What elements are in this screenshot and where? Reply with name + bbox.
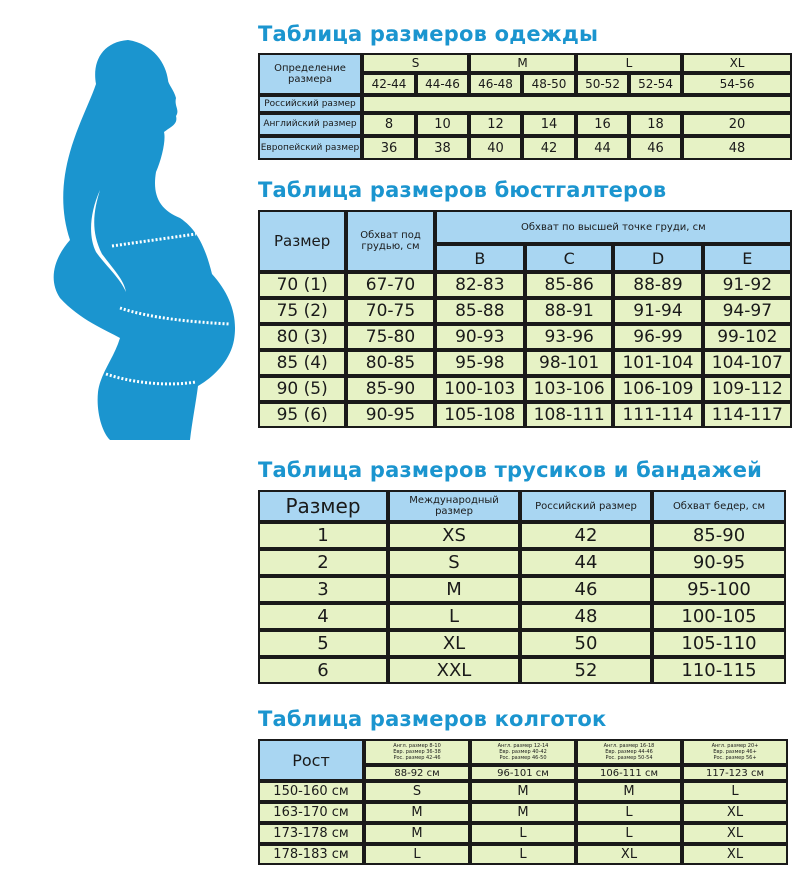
table-cell: M: [388, 576, 520, 603]
table-cell: 42: [520, 522, 652, 549]
table-cell: 67-70: [346, 272, 434, 298]
table-row: [258, 522, 786, 549]
table-cell: XL: [682, 802, 788, 823]
table-cell: 10: [416, 113, 469, 136]
table-cell: 38: [416, 136, 469, 160]
tights-table-title: Таблица размеров колготок: [258, 707, 607, 731]
table-cell: 94-97: [703, 298, 792, 324]
table-cell: 20: [682, 113, 792, 136]
table-cell: 14: [522, 113, 576, 136]
table-cell: 2: [258, 549, 388, 576]
table-cell: XL: [576, 844, 682, 865]
table-cell: L: [470, 823, 576, 844]
table-cell: 44: [520, 549, 652, 576]
table-cell: XXL: [388, 657, 520, 684]
row-label: Английский размер: [258, 113, 362, 136]
table-cell: 91-92: [703, 272, 792, 298]
table-cell: M: [576, 781, 682, 802]
cup-header: E: [703, 244, 792, 272]
table-cell: 163-170 см: [258, 802, 364, 823]
intl-size-header: Международный размер: [388, 490, 520, 522]
table-cell: 114-117: [703, 402, 792, 428]
hips-cell: 117-123 см: [682, 765, 788, 781]
table-cell: 88-89: [613, 272, 702, 298]
table-cell: 85 (4): [258, 350, 346, 376]
table-cell: 90-93: [435, 324, 525, 350]
bra-table-title: Таблица размеров бюстгалтеров: [258, 178, 667, 202]
table-row: [258, 549, 786, 576]
table-cell: 48: [682, 136, 792, 160]
table-cell: M: [364, 823, 470, 844]
table-cell: 106-109: [613, 376, 702, 402]
table-cell: L: [470, 844, 576, 865]
size-header: Размер: [258, 210, 346, 272]
hips-cell: 88-92 см: [364, 765, 470, 781]
range-cell: 46-48: [469, 73, 522, 95]
table-cell: 44: [576, 136, 629, 160]
table-cell: 48: [520, 603, 652, 630]
table-cell: M: [470, 802, 576, 823]
hips-header: Обхват бедер, см: [652, 490, 786, 522]
table-cell: 100-105: [652, 603, 786, 630]
table-row: [258, 603, 786, 630]
table-cell: 98-101: [525, 350, 613, 376]
size-note: Англ. размер 20+ Евр. размер 46+ Рос. размер 56+: [682, 739, 788, 765]
table-cell: 111-114: [613, 402, 702, 428]
table-row: [258, 630, 786, 657]
tights-size-table: [258, 739, 788, 865]
table-cell: 104-107: [703, 350, 792, 376]
table-cell: L: [576, 802, 682, 823]
clothing-table-title: Таблица размеров одежды: [258, 22, 599, 46]
table-cell: 4: [258, 603, 388, 630]
table-row: [258, 402, 792, 428]
table-cell: L: [388, 603, 520, 630]
table-row: [258, 350, 792, 376]
table-cell: 52: [520, 657, 652, 684]
table-cell: 1: [258, 522, 388, 549]
clothing-size-table: [258, 53, 792, 160]
cup-header: D: [613, 244, 702, 272]
underbust-header: Обхват под грудью, см: [346, 210, 434, 272]
table-row: [258, 844, 788, 865]
cup-header: B: [435, 244, 525, 272]
table-cell: 82-83: [435, 272, 525, 298]
table-cell: L: [364, 844, 470, 865]
size-note: Англ. размер 8-10 Евр. размер 36-38 Рос. размер 42-46: [364, 739, 470, 765]
row-label: Европейский размер: [258, 136, 362, 160]
merged-cell: [362, 95, 792, 113]
table-cell: 178-183 см: [258, 844, 364, 865]
table-row: [258, 324, 792, 350]
table-cell: 85-88: [435, 298, 525, 324]
table-cell: 93-96: [525, 324, 613, 350]
table-row: [258, 376, 792, 402]
letter-size-cell: M: [469, 53, 576, 73]
letter-size-cell: S: [362, 53, 469, 73]
table-cell: 70 (1): [258, 272, 346, 298]
table-cell: 90-95: [652, 549, 786, 576]
range-cell: 50-52: [576, 73, 629, 95]
table-cell: 100-103: [435, 376, 525, 402]
table-row: [258, 802, 788, 823]
table-row: [258, 657, 786, 684]
table-cell: 75-80: [346, 324, 434, 350]
bra-size-table: [258, 210, 792, 428]
table-cell: 40: [469, 136, 522, 160]
table-cell: 96-99: [613, 324, 702, 350]
table-cell: 103-106: [525, 376, 613, 402]
range-cell: 52-54: [629, 73, 682, 95]
table-cell: 173-178 см: [258, 823, 364, 844]
hips-cell: 96-101 см: [470, 765, 576, 781]
table-cell: 46: [520, 576, 652, 603]
table-cell: 3: [258, 576, 388, 603]
ru-size-header: Российский размер: [520, 490, 652, 522]
hips-cell: 106-111 см: [576, 765, 682, 781]
table-cell: 95 (6): [258, 402, 346, 428]
table-cell: 75 (2): [258, 298, 346, 324]
letter-size-cell: L: [576, 53, 682, 73]
table-cell: 150-160 см: [258, 781, 364, 802]
table-cell: 5: [258, 630, 388, 657]
table-cell: 85-90: [652, 522, 786, 549]
table-cell: 105-108: [435, 402, 525, 428]
table-cell: 36: [362, 136, 416, 160]
table-cell: 110-115: [652, 657, 786, 684]
table-cell: 99-102: [703, 324, 792, 350]
table-cell: 91-94: [613, 298, 702, 324]
range-cell: 54-56: [682, 73, 792, 95]
size-note: Англ. размер 16-18 Евр. размер 44-46 Рос. размер 50-54: [576, 739, 682, 765]
table-cell: 95-100: [652, 576, 786, 603]
table-cell: 109-112: [703, 376, 792, 402]
table-cell: 16: [576, 113, 629, 136]
table-row: [258, 823, 788, 844]
table-cell: 70-75: [346, 298, 434, 324]
table-cell: 88-91: [525, 298, 613, 324]
table-cell: XS: [388, 522, 520, 549]
letter-size-cell: XL: [682, 53, 792, 73]
table-row: [258, 298, 792, 324]
range-cell: 42-44: [362, 73, 416, 95]
table-cell: M: [470, 781, 576, 802]
table-cell: 101-104: [613, 350, 702, 376]
table-cell: 105-110: [652, 630, 786, 657]
table-cell: 80 (3): [258, 324, 346, 350]
panties-table-title: Таблица размеров трусиков и бандажей: [258, 458, 763, 482]
table-cell: 95-98: [435, 350, 525, 376]
table-cell: 18: [629, 113, 682, 136]
table-cell: M: [364, 802, 470, 823]
table-row: [258, 576, 786, 603]
size-note: Англ. размер 12-14 Евр. размер 40-42 Рос. размер 46-50: [470, 739, 576, 765]
table-cell: XL: [388, 630, 520, 657]
row-label: Российский размер: [258, 95, 362, 113]
table-cell: XL: [682, 844, 788, 865]
table-cell: 42: [522, 136, 576, 160]
table-row: [258, 781, 788, 802]
table-row: [258, 272, 792, 298]
cup-header: C: [525, 244, 613, 272]
range-cell: 44-46: [416, 73, 469, 95]
table-cell: 46: [629, 136, 682, 160]
height-header: Рост: [258, 739, 364, 781]
table-cell: 90 (5): [258, 376, 346, 402]
table-cell: L: [576, 823, 682, 844]
table-cell: 12: [469, 113, 522, 136]
table-cell: L: [682, 781, 788, 802]
table-cell: 6: [258, 657, 388, 684]
table-cell: 90-95: [346, 402, 434, 428]
pregnant-woman-silhouette-icon: [40, 40, 240, 440]
table-cell: 85-90: [346, 376, 434, 402]
table-cell: 80-85: [346, 350, 434, 376]
table-cell: 108-111: [525, 402, 613, 428]
size-header: Размер: [258, 490, 388, 522]
table-cell: 50: [520, 630, 652, 657]
table-cell: S: [364, 781, 470, 802]
panties-size-table: [258, 490, 786, 684]
range-cell: 48-50: [522, 73, 576, 95]
table-cell: XL: [682, 823, 788, 844]
bust-header: Обхват по высшей точке груди, см: [435, 210, 792, 244]
size-definition-header: Определение размера: [258, 53, 362, 95]
table-cell: 8: [362, 113, 416, 136]
table-cell: 85-86: [525, 272, 613, 298]
table-cell: S: [388, 549, 520, 576]
